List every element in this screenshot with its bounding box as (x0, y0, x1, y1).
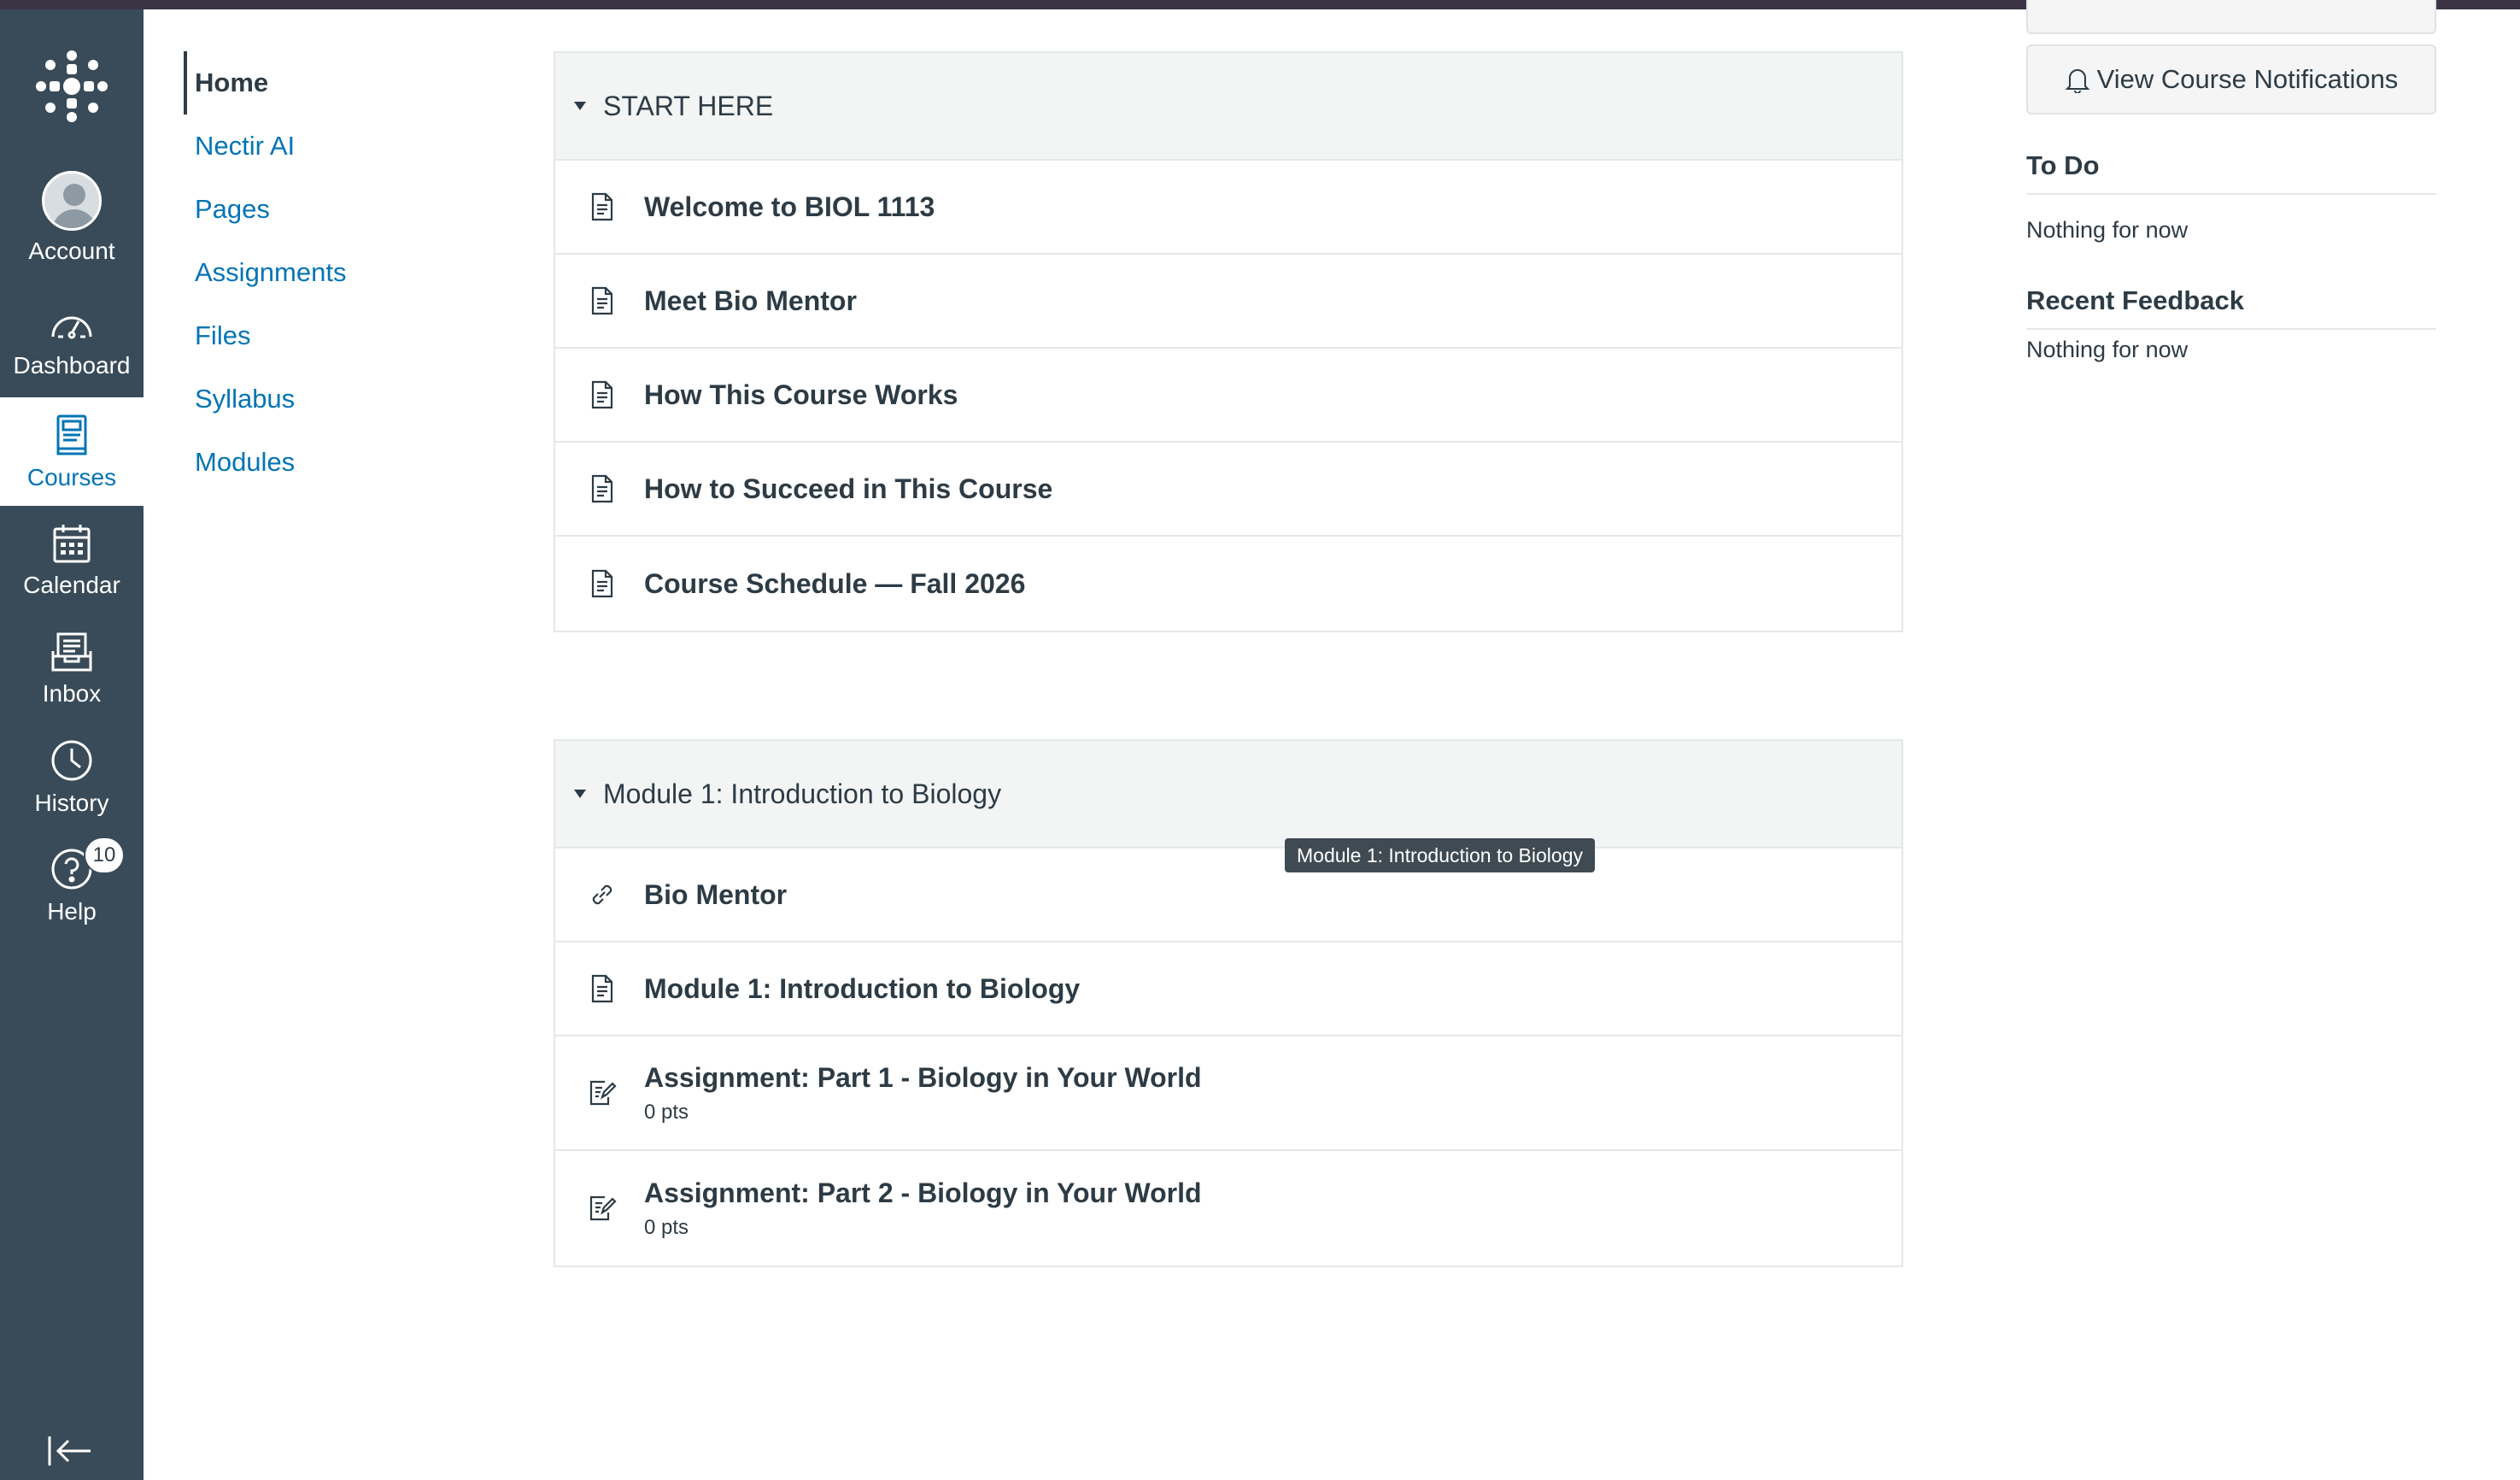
course-nav-syllabus[interactable]: Syllabus (195, 384, 296, 414)
global-nav-courses[interactable] (0, 397, 144, 506)
recent-feedback-empty-text: Nothing for now (2026, 337, 2189, 362)
global-nav-inbox[interactable] (0, 614, 144, 723)
link-icon (581, 880, 624, 909)
global-nav-label: History (34, 789, 109, 816)
module-title: Module 1: Introduction to Biology (603, 778, 1002, 809)
notifications-button-label: View Course Notifications (2096, 64, 2399, 94)
page-icon (581, 569, 624, 598)
module-item-title[interactable]: Assignment: Part 1 - Biology in Your World (644, 1061, 1202, 1093)
dashboard-icon (50, 308, 94, 345)
module-item-title[interactable]: Meet Bio Mentor (644, 285, 857, 316)
module-item-title[interactable]: How to Succeed in This Course (644, 473, 1053, 504)
global-nav-account[interactable] (0, 163, 144, 272)
page-icon (581, 474, 624, 503)
bell-icon (2065, 66, 2090, 93)
course-nav-nectir-ai[interactable]: Nectir AI (195, 131, 296, 161)
page-icon (581, 380, 624, 409)
module-item-title[interactable]: Course Schedule — Fall 2026 (644, 567, 1026, 599)
module-item[interactable] (555, 943, 1902, 1037)
inbox-icon (50, 631, 94, 673)
global-nav-label: Courses (26, 463, 117, 490)
global-nav-help[interactable] (0, 831, 144, 940)
module-item[interactable] (555, 849, 1902, 943)
page-icon (581, 974, 624, 1003)
avatar (42, 171, 102, 231)
global-nav-label: Account (28, 237, 115, 264)
todo-empty-text: Nothing for now (2026, 217, 2189, 243)
collapse-caret-icon[interactable] (574, 102, 586, 110)
module-item-title[interactable]: Bio Mentor (644, 878, 788, 910)
course-nav-modules[interactable]: Modules (195, 447, 296, 477)
collapse-nav-button[interactable] (44, 1430, 99, 1472)
course-nav-pages[interactable]: Pages (195, 194, 270, 224)
course-nav-assignments[interactable]: Assignments (195, 257, 347, 287)
canvas-logo-icon[interactable] (0, 44, 144, 129)
collapse-arrow-icon (44, 1430, 99, 1472)
page-icon (581, 286, 624, 315)
help-badge: 10 (84, 837, 125, 874)
course-nav-home[interactable]: Home (184, 51, 440, 115)
module-item[interactable] (555, 1037, 1902, 1151)
module-item[interactable] (555, 349, 1902, 443)
global-nav-calendar[interactable] (0, 506, 144, 614)
module-item[interactable] (555, 443, 1902, 537)
module-1-introduction-to-biology (554, 739, 1903, 1267)
global-nav-label: Calendar (23, 571, 120, 598)
module-item-text (644, 1178, 1202, 1240)
module-start-here (554, 51, 1903, 632)
view-course-notifications-button[interactable] (2026, 44, 2436, 115)
module-header[interactable] (555, 53, 1902, 161)
points-label: 0 pts (644, 1100, 689, 1124)
assignment-icon (581, 1078, 624, 1107)
global-nav-label: Inbox (42, 679, 102, 707)
history-icon (50, 738, 94, 783)
course-navigation (184, 51, 440, 494)
todo-heading: To Do (2026, 150, 2436, 195)
module-item-title[interactable]: Module 1: Introduction to Biology (644, 972, 1081, 1004)
recent-feedback-heading: Recent Feedback (2026, 285, 2436, 330)
module-item[interactable] (555, 161, 1902, 255)
module-item[interactable] (555, 1151, 1902, 1266)
module-title: START HERE (603, 90, 774, 121)
points-label: 0 pts (644, 1215, 689, 1239)
module-item[interactable] (555, 255, 1902, 349)
module-header[interactable] (555, 741, 1902, 849)
module-item-title[interactable]: How This Course Works (644, 379, 958, 410)
assignment-icon (581, 1194, 624, 1223)
global-nav-history[interactable] (0, 723, 144, 831)
module-item-text (644, 1062, 1202, 1125)
global-navigation (0, 9, 144, 1480)
module-item-title[interactable]: Assignment: Part 2 - Biology in Your World (644, 1177, 1202, 1208)
calendar-icon (51, 522, 92, 565)
module-item[interactable] (555, 537, 1902, 631)
sidebar-button-partial[interactable] (2026, 0, 2436, 34)
module-item-title[interactable]: Welcome to BIOL 1113 (644, 191, 935, 222)
global-nav-label: Help (47, 897, 97, 925)
global-nav-label: Dashboard (13, 351, 131, 379)
global-nav-dashboard[interactable] (0, 289, 144, 397)
tooltip: Module 1: Introduction to Biology (1285, 838, 1595, 872)
collapse-caret-icon[interactable] (574, 790, 586, 798)
course-nav-files[interactable]: Files (195, 320, 251, 350)
courses-icon (53, 413, 91, 457)
page-icon (581, 192, 624, 221)
